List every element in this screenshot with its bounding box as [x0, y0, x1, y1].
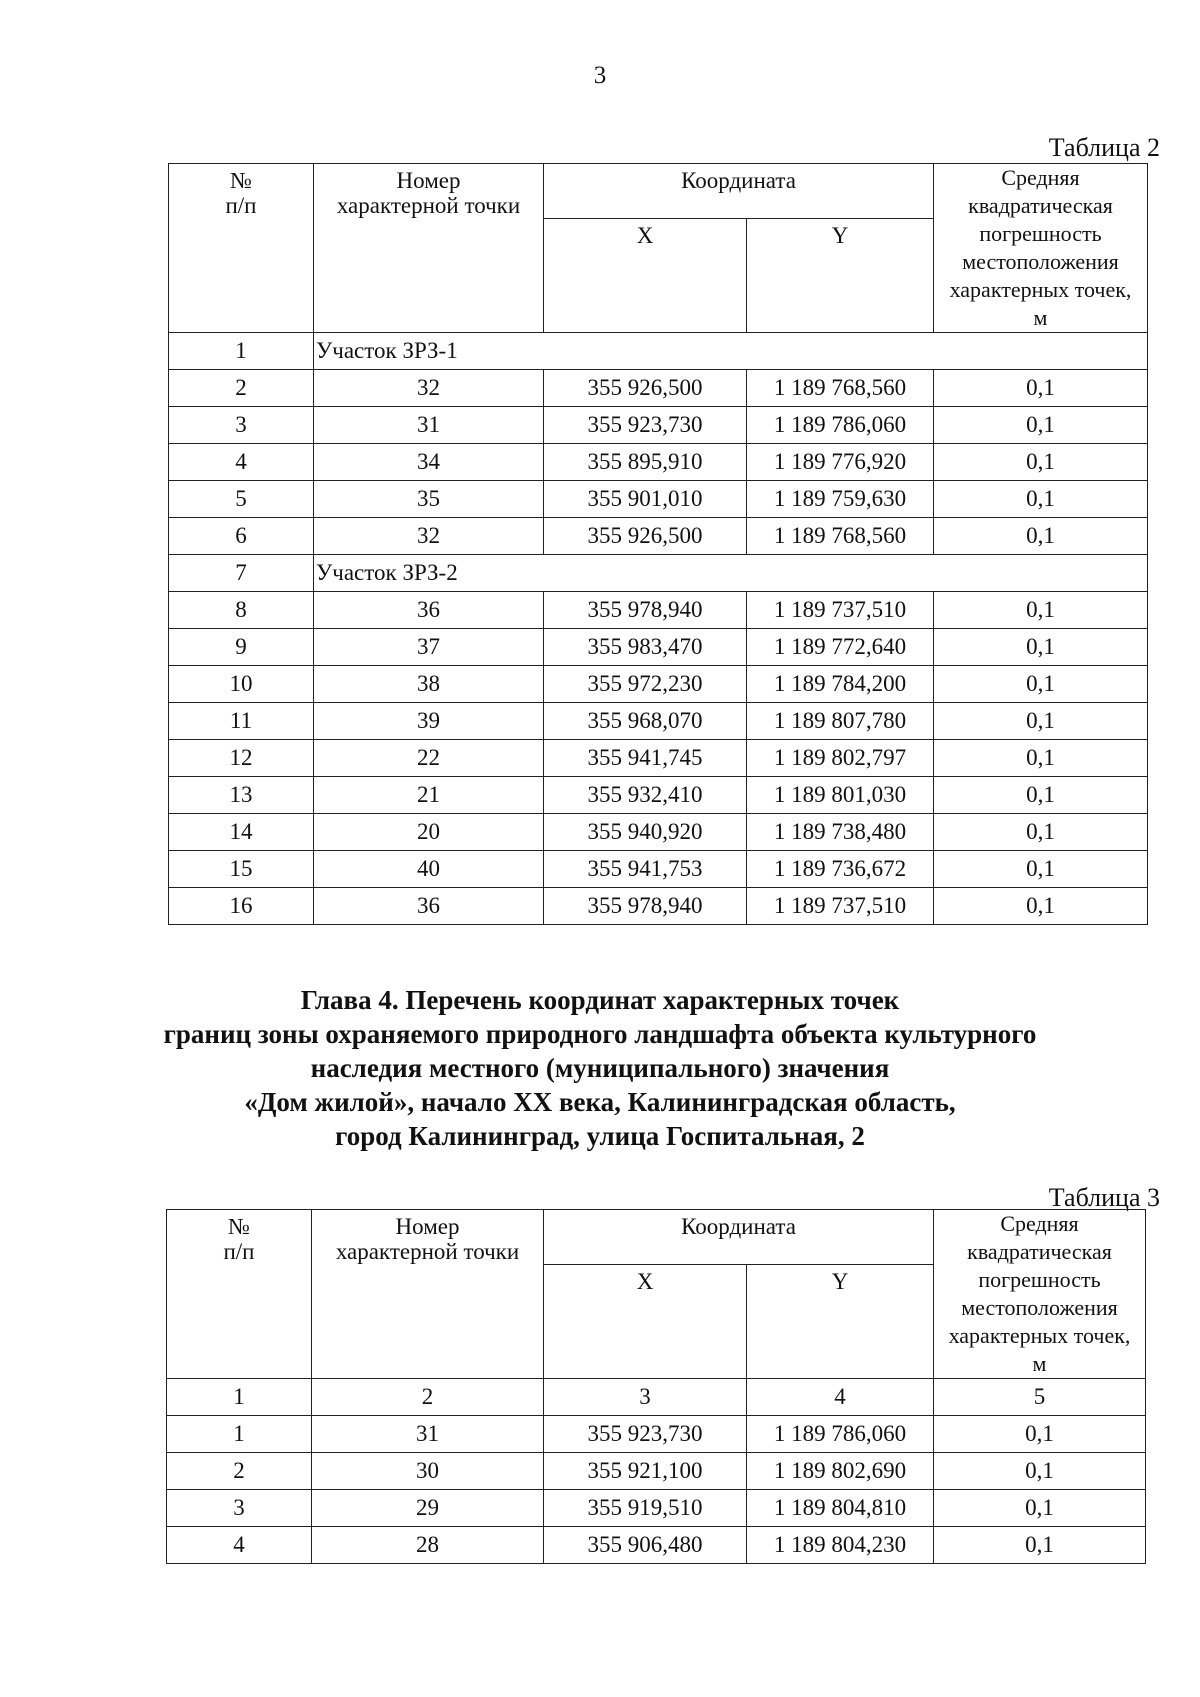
row-number-cell: 7 — [169, 555, 314, 592]
point-number-cell: 21 — [314, 777, 544, 814]
header-y: Y — [747, 1265, 934, 1379]
point-number-cell: 40 — [314, 851, 544, 888]
error-cell: 0,1 — [934, 888, 1148, 925]
point-number-cell: 32 — [314, 370, 544, 407]
row-number-cell: 13 — [169, 777, 314, 814]
point-number-cell: 34 — [314, 444, 544, 481]
table-row — [169, 666, 1148, 703]
header-x: X — [544, 219, 747, 333]
x-coordinate-cell: 355 968,070 — [544, 703, 747, 740]
table-row — [169, 518, 1148, 555]
row-number-cell: 2 — [167, 1453, 312, 1490]
row-number-cell: 10 — [169, 666, 314, 703]
page-number: 3 — [593, 62, 607, 89]
row-number-cell: 16 — [169, 888, 314, 925]
point-number-cell: 37 — [314, 629, 544, 666]
table-2 — [168, 163, 1148, 925]
error-cell: 0,1 — [934, 629, 1148, 666]
x-coordinate-cell: 355 932,410 — [544, 777, 747, 814]
x-coordinate-cell: 355 972,230 — [544, 666, 747, 703]
x-coordinate-cell: 355 978,940 — [544, 592, 747, 629]
column-number-row — [167, 1379, 1146, 1416]
y-coordinate-cell: 1 189 772,640 — [747, 629, 934, 666]
table-row — [169, 481, 1148, 518]
y-coordinate-cell: 1 189 737,510 — [747, 592, 934, 629]
y-coordinate-cell: 1 189 786,060 — [747, 407, 934, 444]
point-number-cell: 35 — [314, 481, 544, 518]
error-cell: 0,1 — [934, 370, 1148, 407]
table-row — [167, 1453, 1146, 1490]
row-number-cell: 9 — [169, 629, 314, 666]
chapter-4-title: Глава 4. Перечень координат характерных точек границ зоны охраняемого природного ландшафта объекта культурного наследия местного (муниципального) значения «Дом жилой», начало XX века, Калининградская область, город Калининград, улица Госпитальная, 2 — [163, 985, 1037, 1151]
point-number-cell: 20 — [314, 814, 544, 851]
table-row — [169, 629, 1148, 666]
header-coord: Координата — [544, 1210, 934, 1265]
header-y: Y — [747, 219, 934, 333]
y-coordinate-cell: 1 189 737,510 — [747, 888, 934, 925]
y-coordinate-cell: 1 189 804,230 — [747, 1527, 934, 1564]
y-coordinate-cell: 1 189 784,200 — [747, 666, 934, 703]
point-number-cell: 32 — [314, 518, 544, 555]
y-coordinate-cell: 1 189 801,030 — [747, 777, 934, 814]
table-row — [169, 740, 1148, 777]
x-coordinate-cell: 355 923,730 — [544, 407, 747, 444]
x-coordinate-cell: 355 926,500 — [544, 370, 747, 407]
x-coordinate-cell: 355 895,910 — [544, 444, 747, 481]
error-cell: 0,1 — [934, 703, 1148, 740]
y-coordinate-cell: 1 189 804,810 — [747, 1490, 934, 1527]
y-coordinate-cell: 1 189 759,630 — [747, 481, 934, 518]
row-number-cell: 11 — [169, 703, 314, 740]
error-cell: 0,1 — [934, 740, 1148, 777]
column-number: 5 — [934, 1379, 1146, 1416]
row-number-cell: 6 — [169, 518, 314, 555]
error-cell: 0,1 — [934, 1453, 1146, 1490]
y-coordinate-cell: 1 189 768,560 — [747, 370, 934, 407]
table-row — [169, 703, 1148, 740]
table-row — [167, 1416, 1146, 1453]
row-number-cell: 15 — [169, 851, 314, 888]
y-coordinate-cell: 1 189 807,780 — [747, 703, 934, 740]
error-cell: 0,1 — [934, 851, 1148, 888]
error-cell: 0,1 — [934, 1416, 1146, 1453]
error-cell: 0,1 — [934, 518, 1148, 555]
header-coord: Координата — [544, 164, 934, 219]
y-coordinate-cell: 1 189 738,480 — [747, 814, 934, 851]
header-num: № п/п — [169, 164, 314, 333]
column-number: 3 — [544, 1379, 747, 1416]
y-coordinate-cell: 1 189 776,920 — [747, 444, 934, 481]
table-row — [169, 888, 1148, 925]
y-coordinate-cell: 1 189 786,060 — [747, 1416, 934, 1453]
header-point: Номер характерной точки — [314, 164, 544, 333]
point-number-cell: 31 — [312, 1416, 544, 1453]
row-number-cell: 8 — [169, 592, 314, 629]
error-cell: 0,1 — [934, 1490, 1146, 1527]
point-number-cell: 30 — [312, 1453, 544, 1490]
x-coordinate-cell: 355 941,753 — [544, 851, 747, 888]
column-number: 1 — [167, 1379, 312, 1416]
point-number-cell: 38 — [314, 666, 544, 703]
table-row — [167, 1490, 1146, 1527]
table-row — [169, 851, 1148, 888]
table-3 — [166, 1209, 1146, 1564]
row-number-cell: 1 — [167, 1416, 312, 1453]
error-cell: 0,1 — [934, 481, 1148, 518]
section-row — [169, 555, 1148, 592]
point-number-cell: 39 — [314, 703, 544, 740]
point-number-cell: 29 — [312, 1490, 544, 1527]
x-coordinate-cell: 355 901,010 — [544, 481, 747, 518]
y-coordinate-cell: 1 189 768,560 — [747, 518, 934, 555]
point-number-cell: 22 — [314, 740, 544, 777]
table-row — [169, 444, 1148, 481]
row-number-cell: 12 — [169, 740, 314, 777]
table-2-caption: Таблица 2 — [1048, 133, 1160, 162]
error-cell: 0,1 — [934, 814, 1148, 851]
header-error: Средняя квадратическая погрешность местоположения характерных точек, м — [934, 164, 1148, 333]
row-number-cell: 4 — [169, 444, 314, 481]
error-cell: 0,1 — [934, 666, 1148, 703]
header-num: № п/п — [167, 1210, 312, 1379]
table-row — [169, 370, 1148, 407]
y-coordinate-cell: 1 189 802,690 — [747, 1453, 934, 1490]
row-number-cell: 3 — [167, 1490, 312, 1527]
x-coordinate-cell: 355 919,510 — [544, 1490, 747, 1527]
error-cell: 0,1 — [934, 777, 1148, 814]
row-number-cell: 5 — [169, 481, 314, 518]
column-number: 2 — [312, 1379, 544, 1416]
y-coordinate-cell: 1 189 802,797 — [747, 740, 934, 777]
x-coordinate-cell: 355 941,745 — [544, 740, 747, 777]
section-title-cell: Участок ЗРЗ-1 — [314, 333, 1148, 370]
x-coordinate-cell: 355 978,940 — [544, 888, 747, 925]
error-cell: 0,1 — [934, 592, 1148, 629]
x-coordinate-cell: 355 906,480 — [544, 1527, 747, 1564]
x-coordinate-cell: 355 983,470 — [544, 629, 747, 666]
x-coordinate-cell: 355 940,920 — [544, 814, 747, 851]
table-row — [167, 1527, 1146, 1564]
point-number-cell: 36 — [314, 888, 544, 925]
x-coordinate-cell: 355 926,500 — [544, 518, 747, 555]
error-cell: 0,1 — [934, 444, 1148, 481]
x-coordinate-cell: 355 921,100 — [544, 1453, 747, 1490]
table-3-caption: Таблица 3 — [1048, 1183, 1160, 1212]
section-row — [169, 333, 1148, 370]
header-error: Средняя квадратическая погрешность местоположения характерных точек, м — [934, 1210, 1146, 1379]
point-number-cell: 28 — [312, 1527, 544, 1564]
table-row — [169, 592, 1148, 629]
header-x: X — [544, 1265, 747, 1379]
header-point: Номер характерной точки — [312, 1210, 544, 1379]
point-number-cell: 31 — [314, 407, 544, 444]
row-number-cell: 2 — [169, 370, 314, 407]
y-coordinate-cell: 1 189 736,672 — [747, 851, 934, 888]
row-number-cell: 3 — [169, 407, 314, 444]
table-row — [169, 407, 1148, 444]
x-coordinate-cell: 355 923,730 — [544, 1416, 747, 1453]
table-row — [169, 777, 1148, 814]
column-number: 4 — [747, 1379, 934, 1416]
point-number-cell: 36 — [314, 592, 544, 629]
table-row — [169, 814, 1148, 851]
row-number-cell: 4 — [167, 1527, 312, 1564]
error-cell: 0,1 — [934, 1527, 1146, 1564]
row-number-cell: 14 — [169, 814, 314, 851]
error-cell: 0,1 — [934, 407, 1148, 444]
row-number-cell: 1 — [169, 333, 314, 370]
section-title-cell: Участок ЗРЗ-2 — [314, 555, 1148, 592]
